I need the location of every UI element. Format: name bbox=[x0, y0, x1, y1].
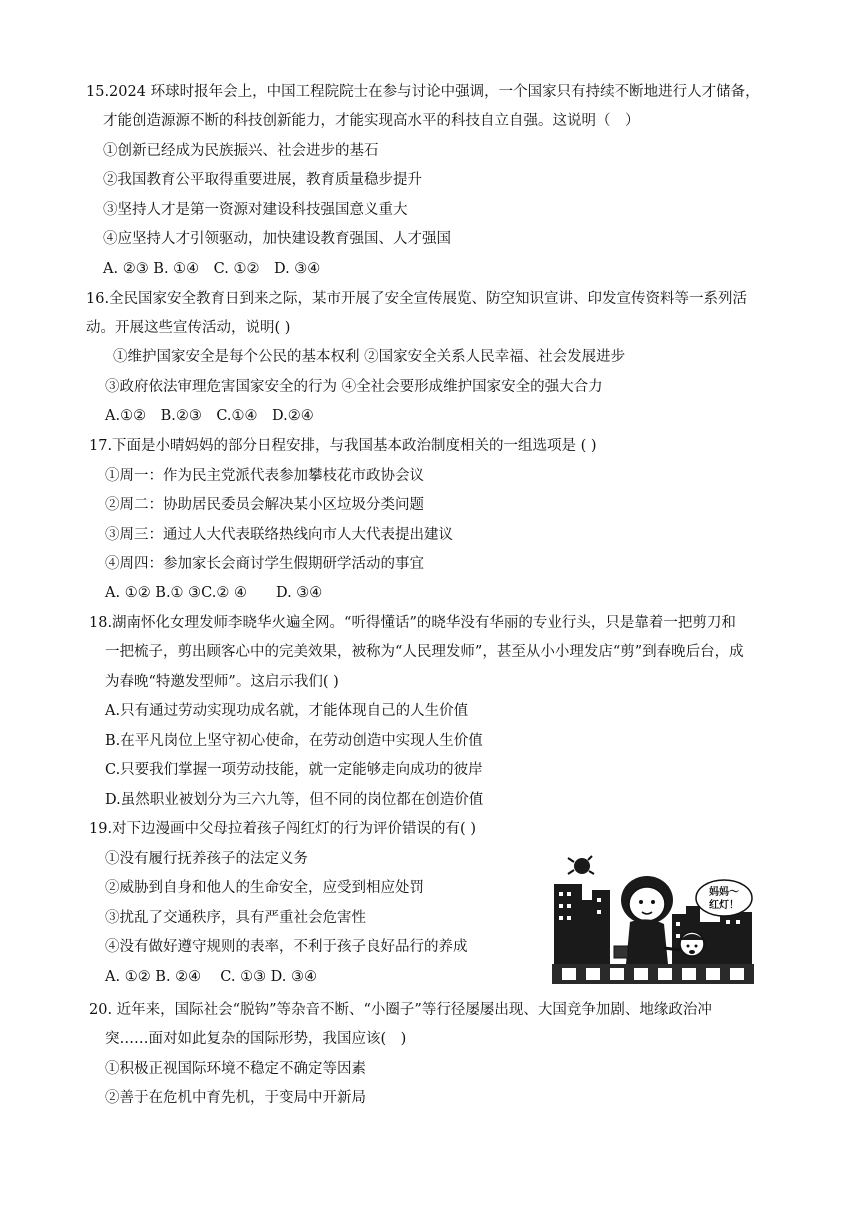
question-20-option-2: ②善于在危机中育先机，于变局中开新局 bbox=[105, 1090, 366, 1106]
question-19-option-3: ③扰乱了交通秩序，具有严重社会危害性 bbox=[105, 910, 366, 926]
question-19-stem: 19.对下边漫画中父母拉着孩子闯红灯的行为评价错误的有( ) bbox=[89, 821, 476, 837]
question-18-stem-line-2: 一把梳子，剪出顾客心中的完美效果，被称为“人民理发师”，甚至从小小理发店“剪”到春晚后台，成 bbox=[105, 644, 744, 660]
question-19-option-1: ①没有履行抚养孩子的法定义务 bbox=[105, 851, 308, 867]
question-18-stem-line-3: 为春晚“特邀发型师”。这启示我们( ) bbox=[105, 674, 339, 690]
question-15-stem-line-2: 才能创造源源不断的科技创新能力，才能实现高水平的科技自立自强。这说明（ ） bbox=[103, 113, 640, 129]
question-15-answers: A. ②③ B. ①④ C. ①② D. ③④ bbox=[103, 261, 321, 277]
question-15-option-2: ②我国教育公平取得重要进展，教育质量稳步提升 bbox=[103, 172, 422, 188]
question-15-stem-line-1: 15.2024 环球时报年会上，中国工程院院士在参与讨论中强调，一个国家只有持续不断地进行人才储备， bbox=[86, 84, 760, 100]
question-20-option-1: ①积极正视国际环境不稳定不确定等因素 bbox=[105, 1061, 366, 1077]
cartoon-speech-line-2: 红灯！ bbox=[709, 900, 739, 911]
question-17-option-2: ②周二：协助居民委员会解决某小区垃圾分类问题 bbox=[105, 497, 424, 513]
question-18-option-a: A.只有通过劳动实现功成名就，才能体现自己的人生价值 bbox=[105, 703, 469, 719]
cartoon-speech-bubble bbox=[696, 880, 752, 916]
question-17-option-1: ①周一：作为民主党派代表参加攀枝花市政协会议 bbox=[105, 468, 424, 484]
question-19-option-2: ②威胁到自身和他人的生命安全，应受到相应处罚 bbox=[105, 880, 424, 896]
question-16-option-2: ③政府依法审理危害国家安全的行为 ④全社会要形成维护国家安全的强大合力 bbox=[105, 379, 603, 395]
question-15-option-1: ①创新已经成为民族振兴、社会进步的基石 bbox=[103, 143, 379, 159]
question-17-option-4: ④周四：参加家长会商讨学生假期研学活动的事宜 bbox=[105, 556, 424, 572]
question-18-stem-line-1: 18.湖南怀化女理发师李晓华火遍全网。“听得懂话”的晓华没有华丽的专业行头，只是靠着一把剪刀和 bbox=[89, 615, 736, 631]
question-16-stem-line-1: 16.全民国家安全教育日到来之际，某市开展了安全宣传展览、防空知识宣讲、印发宣传资料等一系列活 bbox=[86, 291, 748, 307]
question-18-option-c: C.只要我们掌握一项劳动技能，就一定能够走向成功的彼岸 bbox=[105, 762, 483, 778]
question-16-option-1: ①维护国家安全是每个公民的基本权利 ②国家安全关系人民幸福、社会发展进步 bbox=[113, 349, 626, 365]
question-17-answers: A. ①② B.① ③C.② ④ D. ③④ bbox=[105, 585, 323, 601]
question-18-option-d: D.虽然职业被划分为三六九等，但不同的岗位都在创造价值 bbox=[105, 792, 484, 808]
question-16-answers: A.①② B.②③ C.①④ D.②④ bbox=[105, 408, 314, 424]
question-19-option-4: ④没有做好遵守规则的表率，不利于孩子良好品行的养成 bbox=[105, 939, 468, 955]
question-20-stem-line-1: 20. 近年来，国际社会“脱钩”等杂音不断、“小圈子”等行径屡屡出现、大国竞争加剧、地缘政治冲 bbox=[89, 1002, 712, 1018]
question-15-option-3: ③坚持人才是第一资源对建设科技强国意义重大 bbox=[103, 202, 408, 218]
question-18-option-b: B.在平凡岗位上坚守初心使命，在劳动创造中实现人生价值 bbox=[105, 733, 483, 749]
question-17-option-3: ③周三：通过人大代表联络热线向市人大代表提出建议 bbox=[105, 527, 453, 543]
question-19-answers: A. ①② B. ②④ C. ①③ D. ③④ bbox=[105, 969, 318, 985]
question-15-option-4: ④应坚持人才引领驱动，加快建设教育强国、人才强国 bbox=[103, 231, 451, 247]
red-light-cartoon bbox=[552, 852, 754, 984]
cartoon-speech-line-1: 妈妈～ bbox=[709, 887, 739, 898]
question-17-stem: 17.下面是小晴妈妈的部分日程安排，与我国基本政治制度相关的一组选项是 ( ) bbox=[89, 438, 597, 454]
cartoon-crosswalk bbox=[552, 964, 754, 984]
question-16-stem-line-2: 动。开展这些宣传活动，说明( ) bbox=[86, 320, 291, 336]
question-20-stem-line-2: 突……面对如此复杂的国际形势，我国应该( ) bbox=[105, 1031, 407, 1047]
